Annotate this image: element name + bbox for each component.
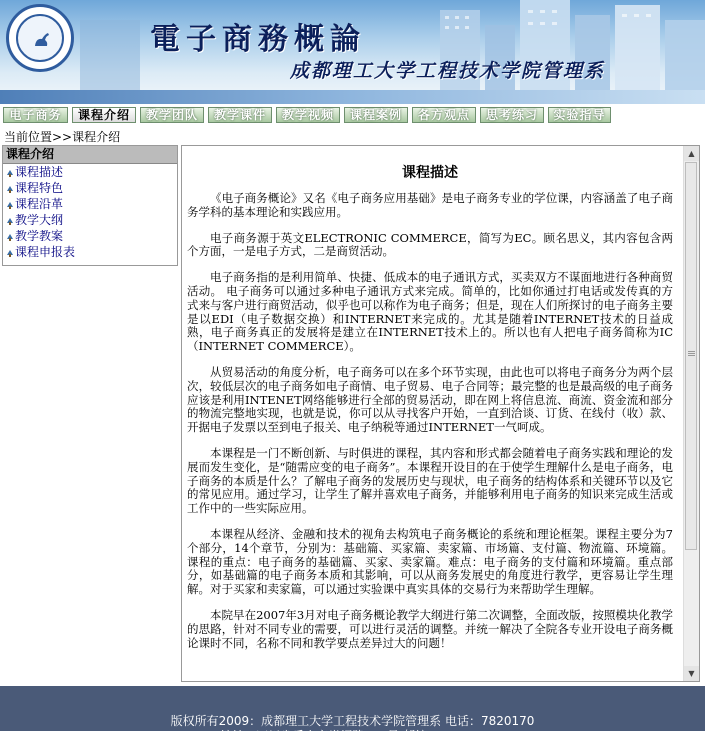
tab-video[interactable]: 教学视频 [276,107,340,123]
sidebar-item-label: 课程申报表 [15,245,76,259]
sidebar-item-application-form[interactable] [3,244,177,260]
tab-exercises[interactable]: 思考练习 [480,107,544,123]
tab-cases[interactable]: 课程案例 [344,107,408,123]
sidebar-item-course-features[interactable] [3,180,177,196]
sidebar-item-syllabus[interactable] [3,212,177,228]
breadcrumb: 当前位置>>课程介绍 [4,130,121,144]
article-paragraph: 本院早在2007年3月对电子商务概论教学大纲进行第二次调整，全面改版，按照模块化教学的思路，针对不同专业的需要，可以进行灵活的调整。并统一解决了全院各专业开设电子商务概论课时不同，名称不同和教学要点差异过大的问题！ [187,607,673,650]
sidebar-item-lesson-plans[interactable] [3,228,177,244]
tab-lab-guide[interactable]: 实验指导 [548,107,611,123]
bullet-icon [6,233,14,241]
scrollbar-thumb[interactable] [685,162,697,550]
footer-copyright: 版权所有2009：成都理工大学工程技术学院管理系 电话：7820170 [170,714,535,728]
sidebar-item-label: 课程描述 [15,165,64,179]
article-paragraph: 本课程从经济、金融和技术的视角去构筑电子商务概论的系统和理论框架。课程主要分为7个部分，14个章节，分别为：基础篇、买家篇、卖家篇、市场篇、支付篇、物流篇、环境篇。课程的重点：电子商务的基础篇、买家、卖家篇。难点：电子商务的支付篇和环境篇。重点部分，如基础篇的电子商务本质和其影响，可以从商务发展史的角度进行教学，更容易让学生理解。对于买家和卖家篇，可以通过实验课中真实具体的交易行为来帮助学生理解。 [187,526,673,597]
sidebar-item-label: 课程特色 [15,181,64,195]
sidebar-item-label: 教学教案 [15,229,64,243]
header-banner [0,0,705,104]
bullet-icon [6,169,14,177]
sidebar-item-label: 教学大纲 [15,213,64,227]
content-scrollbar[interactable] [683,146,699,681]
article-paragraph: 电子商务指的是利用简单、快捷、低成本的电子通讯方式，买卖双方不谋面地进行各种商贸活动。 电子商务可以通过多种电子通讯方式来完成。简单的，比如你通过打电话或发传真的方式来与客户进行商贸活动，似乎也可以称作为电子商务；但是，现在人们所探讨的电子商务主要是以EDI（电子数据交换）和INTERNET来完成的。尤其是随着INTERNET技术的日益成熟，电子商务真正的发展将是建立在INTERNET技术上的。所以也有人把电子商务简称为IC（INTERNET COMMERCE）。 [187,270,673,354]
university-seal-icon [6,4,74,72]
scroll-down-arrow-icon[interactable]: ▼ [684,666,699,681]
bullet-icon [6,217,14,225]
sidebar [2,145,178,266]
department-title: 成都理工大学工程技术学院管理系 [290,60,606,82]
footer [0,686,705,743]
article-paragraph: 本课程是一门不断创新、与时俱进的课程，其内容和形式都会随着电子商务实践和理论的发展而发生变化，是“随需应变的电子商务”。本课程开设目的在于使学生理解什么是电子商务，电子商务的本质是什么？了解电子商务的发展历史与现状，电子商务的结构体系和关键环节以及它的常见应用。通过学习，让学生了解并喜欢电子商务，并能够利用电子商务的知识来完成生活或工作中的一些实际应用。 [187,445,673,516]
course-title: 電子商務概論 [150,22,366,57]
footer-address: 地址：四川省乐山市肖坝路222号 邮编：614007 [220,729,485,743]
sidebar-heading: 课程介绍 [3,146,177,164]
sidebar-item-course-description[interactable] [3,164,177,180]
tab-course-intro[interactable]: 课程介绍 [72,107,136,123]
grip-icon [688,351,695,352]
scroll-up-arrow-icon[interactable]: ▲ [684,146,699,161]
tab-teaching-team[interactable]: 教学团队 [140,107,204,123]
banner-divider [0,90,705,104]
article-title: 课程描述 [402,165,458,181]
article-paragraph: 从贸易活动的角度分析，电子商务可以在多个环节实现，由此也可以将电子商务分为两个层次，较低层次的电子商务如电子商情、电子贸易、电子合同等；最完整的也是最高级的电子商务应该是利用INTENET网络能够进行全部的贸易活动，即在网上将信息流、商流、资金流和部分的物流完整地实现，也就是说，你可以从寻找客户开始，一直到洽谈、订货、在线付（收）款、开据电子发票以至到电子报关、电子纳税等通过INTERNET一气呵成。 [187,364,673,435]
bullet-icon [6,185,14,193]
article-paragraph: 电子商务源于英文ELECTRONIC COMMERCE，简写为EC。顾名思义，其内容包含两个方面，一是电子方式，二是商贸活动。 [187,230,673,259]
tab-viewpoints[interactable]: 各方观点 [412,107,476,123]
article-paragraph: 《电子商务概论》又名《电子商务应用基础》是电子商务专业的学位课，内容涵盖了电子商务学科的基本理论和实践应用。 [187,191,673,219]
bullet-icon [6,249,14,257]
tab-courseware[interactable]: 教学课件 [208,107,272,123]
sidebar-item-course-history[interactable] [3,196,177,212]
article [182,146,685,681]
tab-ecommerce[interactable]: 电子商务 [3,107,68,123]
sidebar-item-label: 课程沿革 [15,197,64,211]
bullet-icon [6,201,14,209]
content-panel [181,145,700,682]
main-nav [0,104,705,126]
